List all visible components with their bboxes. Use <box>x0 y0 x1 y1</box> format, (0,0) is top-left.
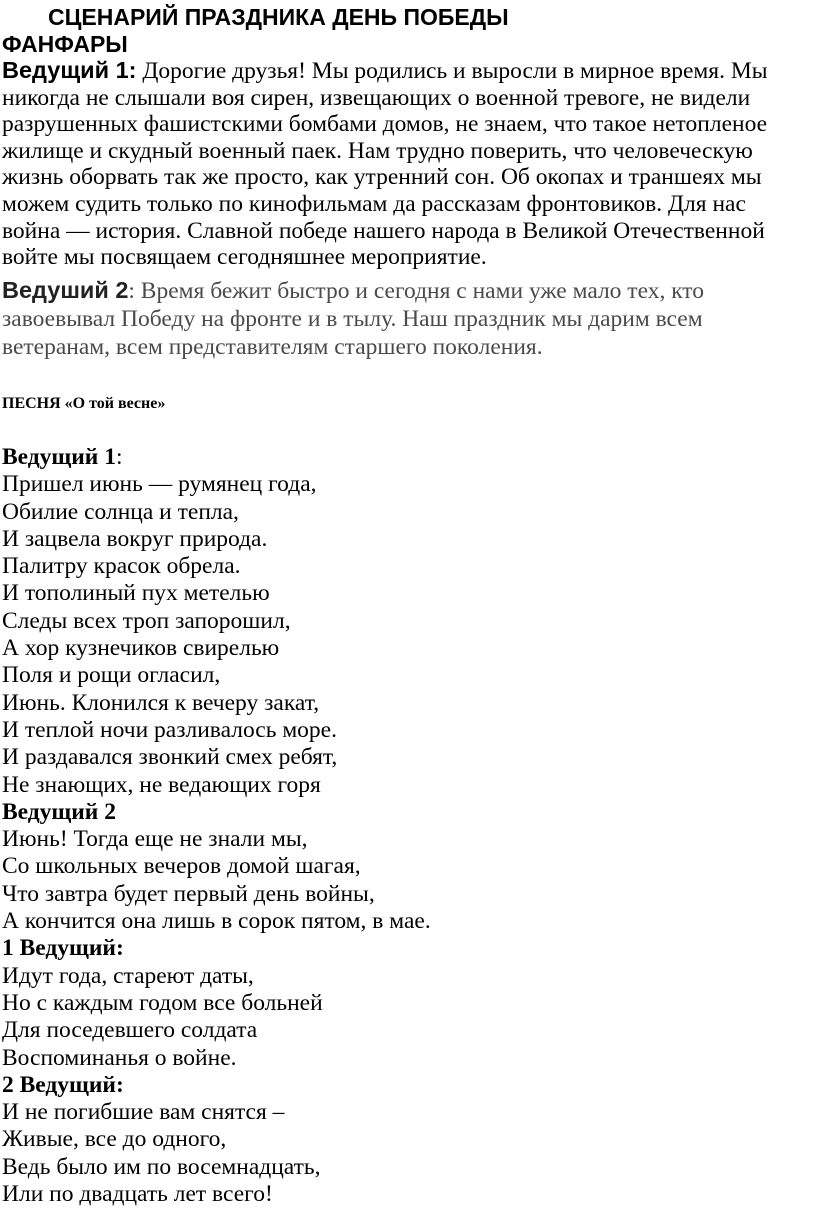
paragraph-text: : Время бежит быстро и сегодня с нами уже мало тех, кто завоевывал Победу на фронте и в тылу. Наш праздник мы дарим всем ветеранам, всем представителям старшего поколения. <box>2 278 705 360</box>
verse-line: И зацвела вокруг природа. <box>2 525 268 552</box>
verse-line: Обилие солнца и тепла, <box>2 498 239 525</box>
verse-line: Но с каждым годом все больней <box>2 989 323 1016</box>
verse-line: И раздавался звонкий смех ребят, <box>2 744 338 771</box>
verse-line: Пришел июнь — румянец года, <box>2 471 317 498</box>
verse-line: Со школьных вечеров домой шагая, <box>2 853 361 880</box>
document-title: СЦЕНАРИЙ ПРАЗДНИКА ДЕНЬ ПОБЕДЫ <box>48 4 509 30</box>
speaker-heading <box>2 444 802 471</box>
verse-line: Живые, все до одного, <box>2 1126 227 1153</box>
verse-line: А кончится она лишь в сорок пятом, в мае. <box>2 908 431 935</box>
intro-paragraph-2 <box>2 276 802 361</box>
verse-line: Или по двадцать лет всего! <box>2 1181 273 1208</box>
speaker-heading: Ведущий 2 <box>2 798 116 825</box>
verse-line: Следы всех троп запорошил, <box>2 607 291 634</box>
verse-line: Палитру красок обрела. <box>2 553 241 580</box>
verse-line: Поля и рощи огласил, <box>2 662 221 689</box>
verse-line: Для поседевшего солдата <box>2 1017 258 1044</box>
verse-line: Ведь было им по восемнадцать, <box>2 1153 321 1180</box>
verse-line: И теплой ночи разливалось море. <box>2 716 337 743</box>
verse-line: Воспоминанья о войне. <box>2 1044 237 1071</box>
verse-line: Что завтра будет первый день войны, <box>2 880 375 907</box>
verse-section <box>2 444 802 1208</box>
intro-paragraph-1 <box>2 57 802 271</box>
verse-line: Не знающих, не ведающих горя <box>2 771 321 798</box>
speaker-label: Ведущий 1: <box>2 57 137 83</box>
speaker-heading: 1 Ведущий: <box>2 935 124 962</box>
speaker-label: Ведущий 1 <box>2 444 116 470</box>
song-heading: ПЕСНЯ «О той весне» <box>2 395 166 412</box>
fanfare-heading: ФАНФАРЫ <box>2 31 128 57</box>
paragraph-text: Дорогие друзья! Мы родились и выросли в мирное время. Мы никогда не слышали воя сирен, извещающих о военной тревоге, не видели разрушенных фашистскими бомбами домов, не знаем, что такое нетопленое жилище и скудный военный паек. Нам трудно поверить, что человеческую жизнь оборвать так же просто, как утренний сон. Об окопах и траншеях мы можем судить только по кинофильмам да рассказам фронтовиков. Для нас война — история. Славной победе нашего народа в Великой Отечественной войте мы посвящаем сегодняшнее мероприятие. <box>2 58 768 271</box>
verse-line: Июнь! Тогда еще не знали мы, <box>2 826 308 853</box>
verse-line: Июнь. Клонился к вечеру закат, <box>2 689 320 716</box>
verse-line: И не погибшие вам снятся – <box>2 1099 285 1126</box>
speaker-colon: : <box>115 444 123 470</box>
verse-line: И тополиный пух метелью <box>2 580 270 607</box>
verse-line: Идут года, стареют даты, <box>2 962 254 989</box>
speaker-label: Ведуший 2 <box>2 277 129 303</box>
speaker-heading: 2 Ведущий: <box>2 1071 124 1098</box>
verse-line: А хор кузнечиков свирелью <box>2 635 280 662</box>
